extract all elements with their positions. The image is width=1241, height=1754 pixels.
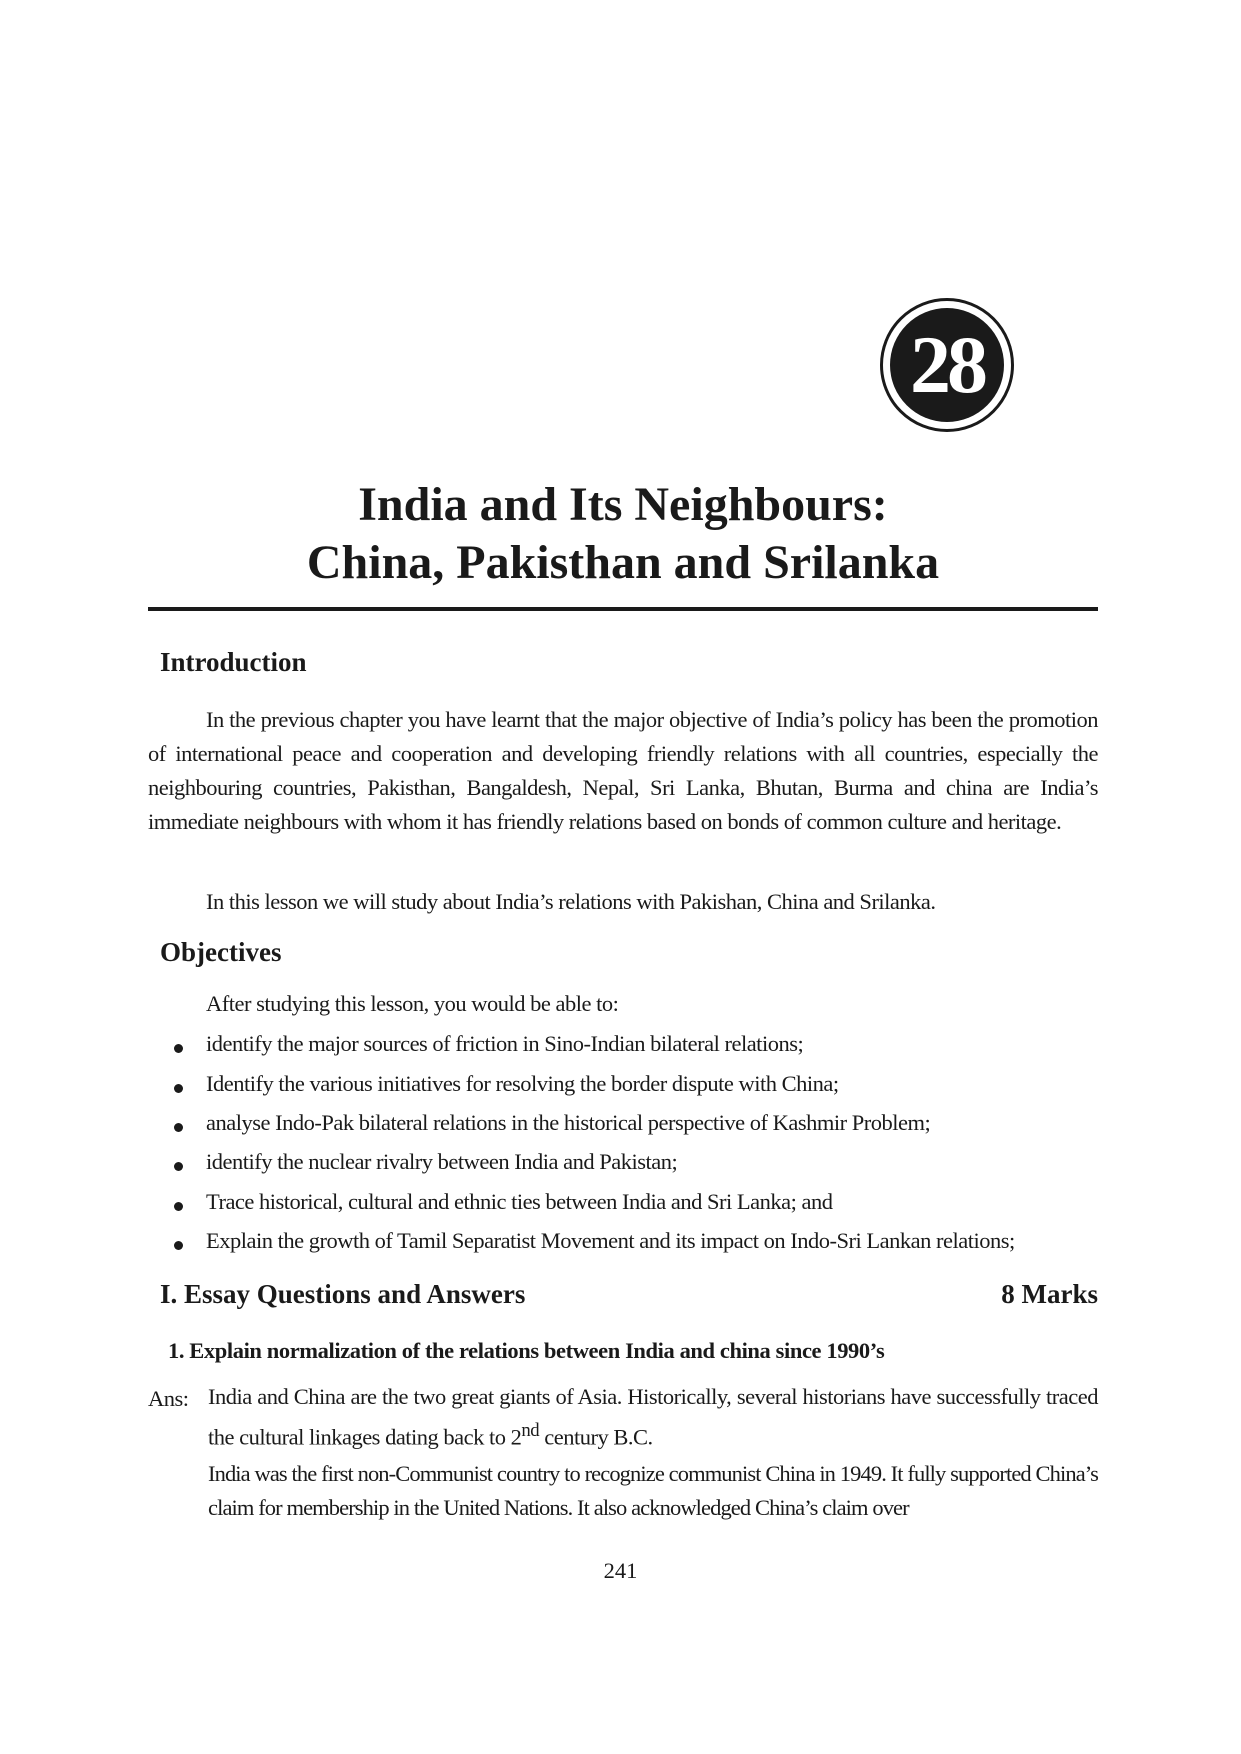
essay-marks: 8 Marks bbox=[1001, 1279, 1098, 1309]
answer-paragraph-2: India was the first non-Communist country to recognize communist China in 1949. It fully supported China’s claim for membership in the United Nations. It also acknowledged China’s claim over bbox=[208, 1461, 1098, 1520]
answer-paragraph-1-text: India and China are the two great giants of Asia. Historically, several historians have successfully traced the cultural linkages dating back to 2 bbox=[208, 1384, 1098, 1450]
objectives-heading: Objectives bbox=[160, 937, 282, 967]
introduction-heading: Introduction bbox=[160, 647, 307, 677]
objective-item: Trace historical, cultural and ethnic ties between India and Sri Lanka; and bbox=[206, 1189, 833, 1214]
bullet-icon bbox=[174, 1084, 183, 1093]
title-divider bbox=[148, 607, 1098, 611]
page-number: 241 bbox=[603, 1558, 638, 1583]
answer-label: Ans: bbox=[148, 1386, 189, 1411]
objective-item: identify the major sources of friction in Sino-Indian bilateral relations; bbox=[206, 1031, 804, 1056]
answer-superscript: nd bbox=[521, 1420, 540, 1441]
objective-item: identify the nuclear rivalry between India and Pakistan; bbox=[206, 1149, 678, 1174]
bullet-icon bbox=[174, 1202, 183, 1211]
essay-section-title: I. Essay Questions and Answers bbox=[160, 1279, 526, 1309]
answer-paragraph-1 bbox=[208, 1380, 1098, 1455]
chapter-number-badge bbox=[880, 298, 1014, 432]
essay-section-heading bbox=[160, 1277, 1098, 1311]
answer-paragraph-1-end: century B.C. bbox=[539, 1424, 653, 1450]
chapter-title-line-1: India and Its Neighbours: bbox=[358, 478, 888, 531]
bullet-icon bbox=[174, 1044, 183, 1053]
bullet-icon bbox=[174, 1241, 183, 1250]
question-1: 1. Explain normalization of the relations between India and china since 1990’s bbox=[168, 1338, 885, 1363]
objectives-intro: After studying this lesson, you would be able to: bbox=[206, 991, 619, 1016]
introduction-paragraph-2: In this lesson we will study about India’s relations with Pakishan, China and Srilanka. bbox=[206, 889, 936, 914]
objective-item: Identify the various initiatives for resolving the border dispute with China; bbox=[206, 1071, 839, 1096]
objective-item: analyse Indo-Pak bilateral relations in the historical perspective of Kashmir Problem; bbox=[206, 1110, 931, 1135]
bullet-icon bbox=[174, 1162, 183, 1171]
introduction-paragraph-1 bbox=[148, 703, 1098, 839]
objective-item: Explain the growth of Tamil Separatist Movement and its impact on Indo-Sri Lankan relations; bbox=[206, 1228, 1015, 1253]
introduction-paragraph-1-text: In the previous chapter you have learnt that the major objective of India’s policy has been the promotion of international peace and cooperation and developing friendly relations with all countries, especially the neighbouring countries, Pakisthan, Bangaldesh, Nepal, Sri Lanka, Bhutan, Burma and china are India’s immediate neighbours with whom it has friendly relations based on bonds of common culture and heritage. bbox=[148, 707, 1098, 834]
bullet-icon bbox=[174, 1123, 183, 1132]
chapter-title-line-2: China, Pakisthan and Srilanka bbox=[306, 536, 940, 589]
chapter-number: 28 bbox=[890, 308, 1004, 422]
